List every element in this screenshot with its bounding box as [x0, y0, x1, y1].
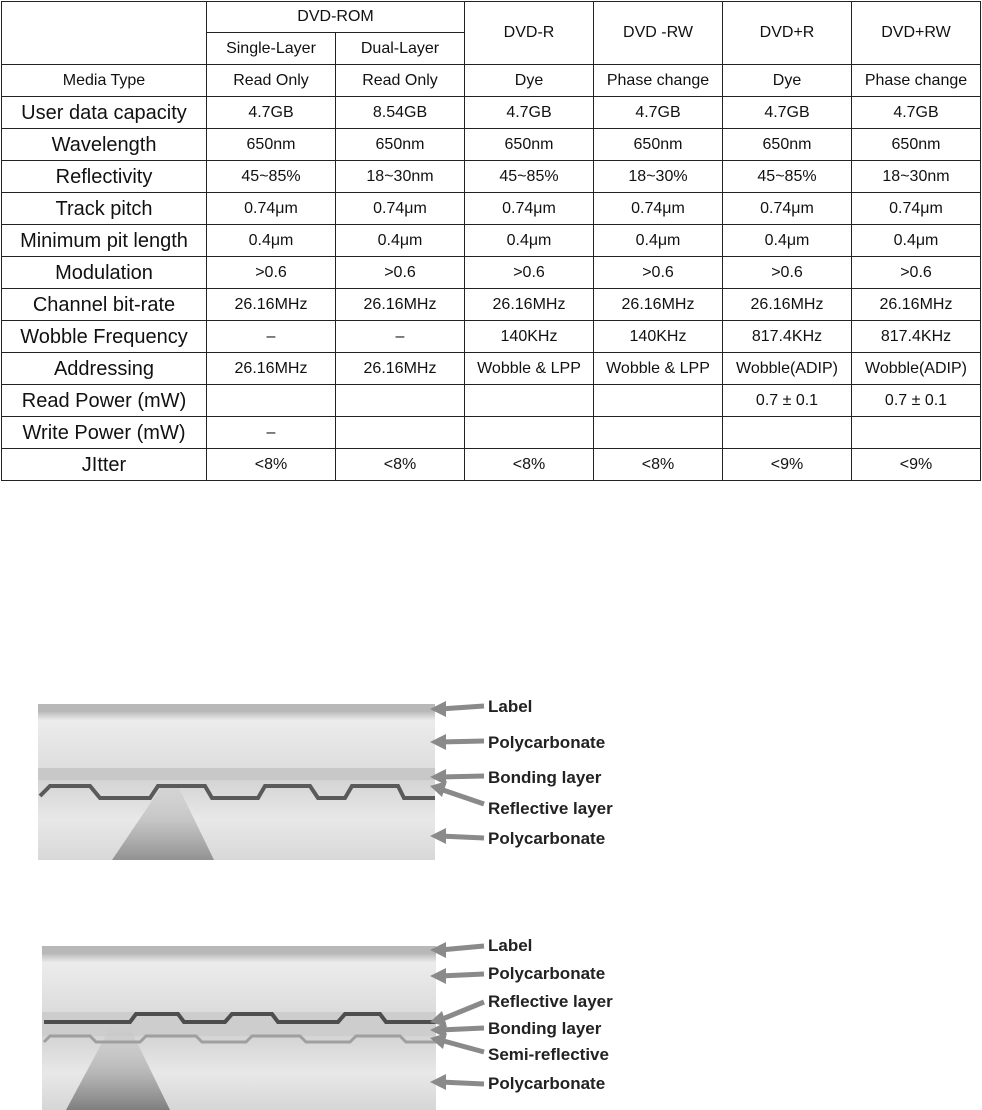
- row-label: Reflectivity: [2, 161, 207, 193]
- table-cell: 45~85%: [207, 161, 336, 193]
- table-row: [2, 353, 981, 385]
- row-label: Wavelength: [2, 129, 207, 161]
- dvd-spec-table: [1, 1, 981, 481]
- table-cell: 0.4μm: [465, 225, 594, 257]
- diagram1-label-3: Reflective layer: [488, 799, 613, 818]
- table-cell: <9%: [852, 449, 981, 481]
- table-cell: 18~30%: [594, 161, 723, 193]
- diagram2-label-3: Bonding layer: [488, 1019, 602, 1038]
- table-cell: 4.7GB: [723, 97, 852, 129]
- table-row: [2, 449, 981, 481]
- table-cell: Dye: [465, 65, 594, 97]
- table-cell: Dye: [723, 65, 852, 97]
- table-cell: [594, 385, 723, 417]
- leader-arrows: [440, 946, 484, 1084]
- table-cell: >0.6: [723, 257, 852, 289]
- table-cell: Read Only: [336, 65, 465, 97]
- table-cell: Phase change: [852, 65, 981, 97]
- row-label: Media Type: [2, 65, 207, 97]
- diagram1-label-1: Polycarbonate: [488, 733, 606, 752]
- header-dvd-rw: DVD -RW: [594, 2, 723, 65]
- table-cell: 45~85%: [723, 161, 852, 193]
- diagram2-label-4: Semi-reflective: [488, 1045, 609, 1064]
- table-cell: 4.7GB: [594, 97, 723, 129]
- table-cell: 650nm: [852, 129, 981, 161]
- table-cell: 26.16MHz: [336, 289, 465, 321]
- table-cell: 817.4KHz: [723, 321, 852, 353]
- row-label: Wobble Frequency: [2, 321, 207, 353]
- table-cell: 0.74μm: [723, 193, 852, 225]
- table-cell: 18~30nm: [852, 161, 981, 193]
- table-cell: 26.16MHz: [852, 289, 981, 321]
- table-cell: 0.7 ± 0.1: [852, 385, 981, 417]
- diagram2-label-5: Polycarbonate: [488, 1074, 606, 1093]
- header-dvd-plus-r: DVD+R: [723, 2, 852, 65]
- diagram1-label-2: Bonding layer: [488, 768, 602, 787]
- table-cell: 817.4KHz: [852, 321, 981, 353]
- table-cell: 0.4μm: [852, 225, 981, 257]
- table-cell: –: [207, 321, 336, 353]
- table-cell: >0.6: [594, 257, 723, 289]
- table-cell: <8%: [594, 449, 723, 481]
- header-dvd-rom: DVD-ROM: [207, 2, 465, 33]
- header-dual-layer: Dual-Layer: [336, 33, 465, 65]
- diagram2-label-2: Reflective layer: [488, 992, 613, 1011]
- bonding-layer: [38, 768, 435, 780]
- table-cell: 0.4μm: [336, 225, 465, 257]
- table-cell: 650nm: [207, 129, 336, 161]
- diagram1-label-0: Label: [488, 697, 533, 716]
- table-cell: 26.16MHz: [465, 289, 594, 321]
- table-row: [2, 257, 981, 289]
- table-cell: >0.6: [336, 257, 465, 289]
- table-cell: 0.4μm: [207, 225, 336, 257]
- table-cell: 26.16MHz: [723, 289, 852, 321]
- table-cell: <8%: [336, 449, 465, 481]
- table-cell: 140KHz: [594, 321, 723, 353]
- single-layer-cross-section: [0, 688, 982, 868]
- table-cell: 8.54GB: [336, 97, 465, 129]
- table-cell: Wobble(ADIP): [852, 353, 981, 385]
- top-polycarbonate-layer: [42, 954, 436, 1012]
- table-cell: 45~85%: [465, 161, 594, 193]
- table-cell: <9%: [723, 449, 852, 481]
- table-cell: –: [207, 417, 336, 449]
- table-cell: >0.6: [465, 257, 594, 289]
- table-cell: [465, 385, 594, 417]
- table-cell: Wobble(ADIP): [723, 353, 852, 385]
- table-cell: [336, 417, 465, 449]
- table-row: [2, 129, 981, 161]
- table-cell: 650nm: [336, 129, 465, 161]
- table-cell: [723, 417, 852, 449]
- table-cell: 26.16MHz: [594, 289, 723, 321]
- corner-cell: [2, 2, 207, 65]
- top-polycarbonate-layer: [38, 712, 435, 768]
- table-row: [2, 193, 981, 225]
- table-cell: 0.4μm: [723, 225, 852, 257]
- table-cell: 0.74μm: [594, 193, 723, 225]
- table-cell: 0.4μm: [594, 225, 723, 257]
- label-layer: [38, 704, 435, 712]
- table-cell: Wobble & LPP: [465, 353, 594, 385]
- table-cell: 0.7 ± 0.1: [723, 385, 852, 417]
- table-cell: –: [336, 321, 465, 353]
- table-cell: >0.6: [207, 257, 336, 289]
- row-label: Read Power (mW): [2, 385, 207, 417]
- dual-layer-cross-section: [0, 928, 982, 1110]
- table-row: [2, 289, 981, 321]
- row-label: JItter: [2, 449, 207, 481]
- label-layer: [42, 946, 436, 954]
- table-cell: Read Only: [207, 65, 336, 97]
- row-label: Modulation: [2, 257, 207, 289]
- table-cell: 4.7GB: [207, 97, 336, 129]
- header-dvd-plus-rw: DVD+RW: [852, 2, 981, 65]
- header-single-layer: Single-Layer: [207, 33, 336, 65]
- row-label: Channel bit-rate: [2, 289, 207, 321]
- table-cell: 650nm: [465, 129, 594, 161]
- table-cell: 0.74μm: [852, 193, 981, 225]
- table-row: [2, 385, 981, 417]
- table-cell: [465, 417, 594, 449]
- table-cell: 650nm: [594, 129, 723, 161]
- diagram1-label-4: Polycarbonate: [488, 829, 606, 848]
- row-label: Addressing: [2, 353, 207, 385]
- table-cell: 0.74μm: [465, 193, 594, 225]
- leader-arrows: [440, 706, 484, 838]
- table-cell: [207, 385, 336, 417]
- row-label: Track pitch: [2, 193, 207, 225]
- row-label: User data capacity: [2, 97, 207, 129]
- table-row: [2, 65, 981, 97]
- table-cell: Wobble & LPP: [594, 353, 723, 385]
- table-cell: 26.16MHz: [336, 353, 465, 385]
- table-cell: <8%: [465, 449, 594, 481]
- table-row: [2, 321, 981, 353]
- table-cell: 0.74μm: [207, 193, 336, 225]
- table-cell: [852, 417, 981, 449]
- table-cell: 4.7GB: [465, 97, 594, 129]
- table-cell: 26.16MHz: [207, 289, 336, 321]
- table-row: [2, 161, 981, 193]
- table-cell: 0.74μm: [336, 193, 465, 225]
- row-label: Write Power (mW): [2, 417, 207, 449]
- table-cell: 650nm: [723, 129, 852, 161]
- table-cell: [336, 385, 465, 417]
- table-cell: <8%: [207, 449, 336, 481]
- header-dvd-r: DVD-R: [465, 2, 594, 65]
- table-row: [2, 225, 981, 257]
- diagram2-label-1: Polycarbonate: [488, 964, 606, 983]
- row-label: Minimum pit length: [2, 225, 207, 257]
- table-cell: Phase change: [594, 65, 723, 97]
- table-cell: [594, 417, 723, 449]
- table-cell: >0.6: [852, 257, 981, 289]
- table-cell: 26.16MHz: [207, 353, 336, 385]
- table-row: [2, 417, 981, 449]
- table-cell: 4.7GB: [852, 97, 981, 129]
- table-row: [2, 97, 981, 129]
- table-cell: 18~30nm: [336, 161, 465, 193]
- diagram2-label-0: Label: [488, 936, 533, 955]
- table-cell: 140KHz: [465, 321, 594, 353]
